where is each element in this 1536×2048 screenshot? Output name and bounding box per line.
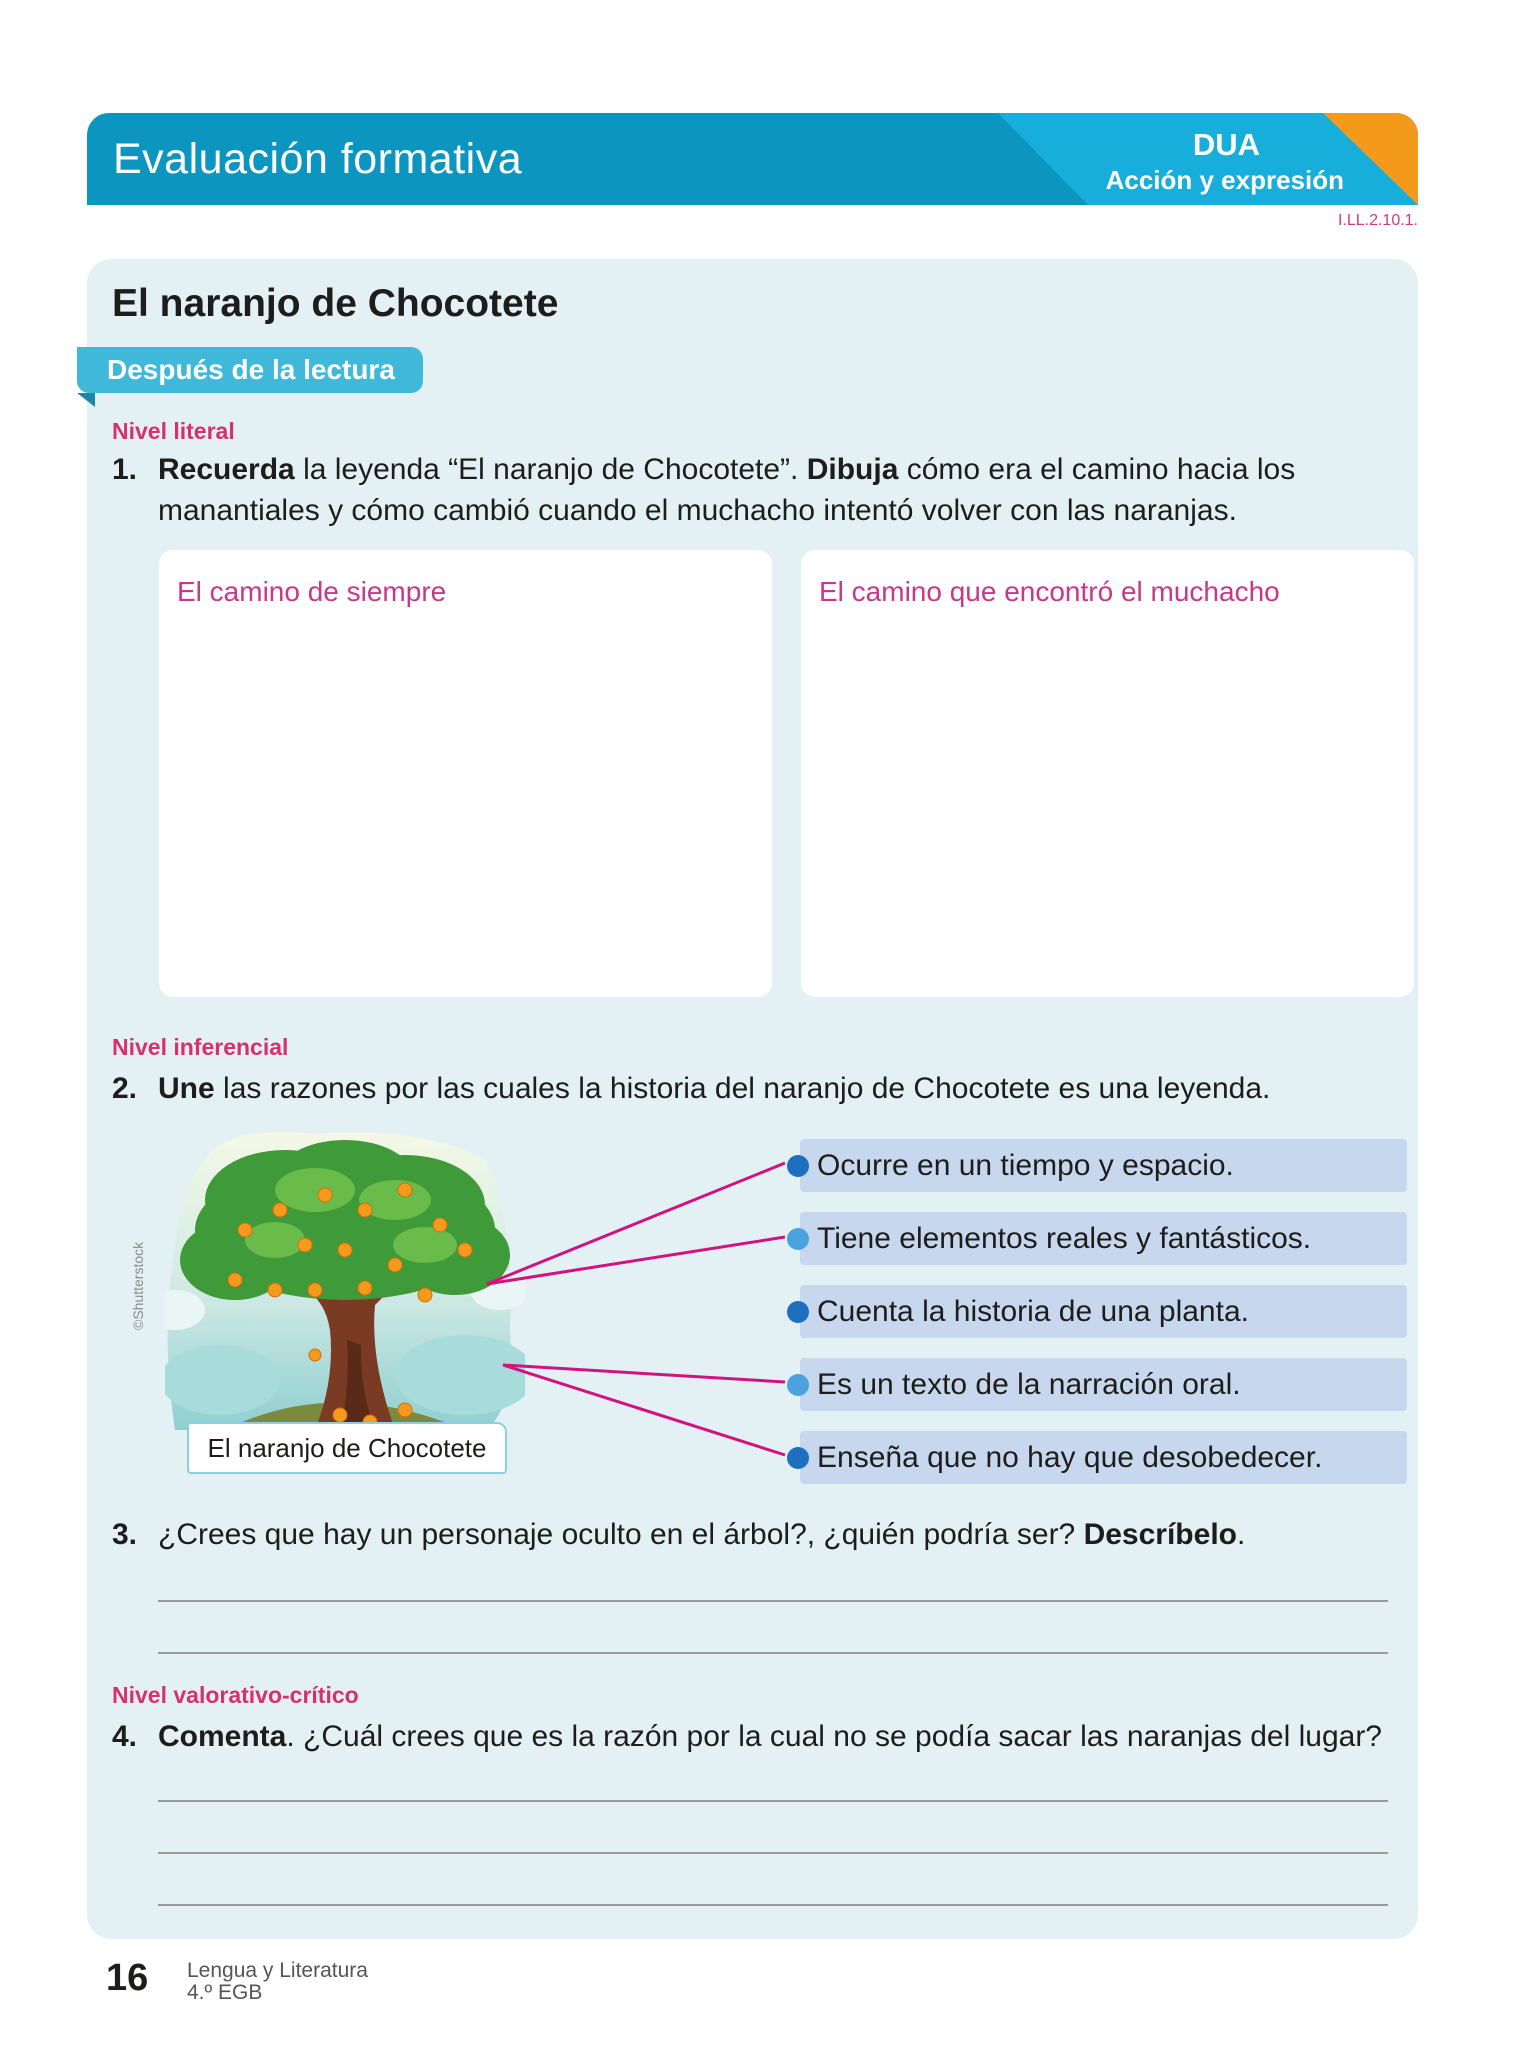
section-tag: Después de la lectura xyxy=(77,347,423,393)
question-text: . xyxy=(1236,1518,1246,1551)
subject-name: Lengua y Literatura xyxy=(187,1959,368,1982)
level-inferencial: Nivel inferencial xyxy=(112,1034,289,1060)
option-dot-1[interactable] xyxy=(787,1155,809,1177)
question-text: la leyenda “El naranjo de Chocotete”. xyxy=(294,453,807,486)
verb-dibuja: Dibuja xyxy=(806,453,899,486)
question-4 xyxy=(112,1716,1382,1757)
image-caption: El naranjo de Chocotete xyxy=(187,1422,507,1474)
option-5[interactable]: Enseña que no hay que desobedecer. xyxy=(800,1431,1407,1484)
option-1[interactable]: Ocurre en un tiempo y espacio. xyxy=(800,1139,1407,1192)
verb-comenta: Comenta xyxy=(158,1720,287,1753)
option-dot-5[interactable] xyxy=(787,1447,809,1469)
drawing-box-label: El camino que encontró el muchacho xyxy=(819,576,1280,607)
level-valorativo: Nivel valorativo-crítico xyxy=(112,1682,359,1708)
answer-line[interactable] xyxy=(158,1800,1388,1802)
question-text: . ¿Cuál crees que es la razón por la cual no se podía sacar las naranjas del lugar? xyxy=(286,1720,1382,1753)
section-tag-fold xyxy=(77,393,95,407)
header-banner xyxy=(87,113,1418,205)
option-2[interactable]: Tiene elementos reales y fantásticos. xyxy=(800,1212,1407,1265)
indicator-code: I.LL.2.10.1. xyxy=(1337,212,1418,229)
footer-subject xyxy=(187,1960,368,2004)
verb-describelo: Descríbelo xyxy=(1083,1518,1237,1551)
question-3 xyxy=(112,1514,1245,1555)
drawing-box-right[interactable] xyxy=(801,550,1414,997)
verb-recuerda: Recuerda xyxy=(158,453,295,486)
question-number: 4. xyxy=(112,1720,138,1753)
verb-une: Une xyxy=(158,1072,215,1105)
grade-level: 4.º EGB xyxy=(187,1981,263,2004)
dua-title: DUA xyxy=(1192,127,1260,162)
question-text: cómo era el camino hacia los xyxy=(898,453,1296,486)
answer-line[interactable] xyxy=(158,1904,1388,1906)
question-text: ¿Crees que hay un personaje oculto en el árbol?, ¿quién podría ser? xyxy=(158,1518,1084,1551)
answer-line[interactable] xyxy=(158,1600,1388,1602)
question-text-line-2: manantiales y cómo cambió cuando el muchacho intentó volver con las naranjas. xyxy=(158,494,1237,527)
activity-title: El naranjo de Chocotete xyxy=(112,282,559,325)
option-dot-3[interactable] xyxy=(787,1301,809,1323)
drawing-box-left[interactable] xyxy=(159,550,772,997)
question-2 xyxy=(112,1068,1270,1109)
question-text: las razones por las cuales la historia del naranjo de Chocotete es una leyenda. xyxy=(214,1072,1271,1105)
option-dot-2[interactable] xyxy=(787,1228,809,1250)
option-dot-4[interactable] xyxy=(787,1374,809,1396)
image-credit: ©Shutterstock xyxy=(130,1241,146,1330)
question-1 xyxy=(112,449,1407,531)
option-4[interactable]: Es un texto de la narración oral. xyxy=(800,1358,1407,1411)
question-number: 2. xyxy=(112,1072,138,1105)
level-literal: Nivel literal xyxy=(112,418,235,444)
drawing-box-label: El camino de siempre xyxy=(177,576,447,607)
page-title: Evaluación formativa xyxy=(113,135,523,183)
answer-line[interactable] xyxy=(158,1652,1388,1654)
page-number: 16 xyxy=(106,1957,149,1999)
option-3[interactable]: Cuenta la historia de una planta. xyxy=(800,1285,1407,1338)
question-number: 3. xyxy=(112,1518,138,1551)
dua-subtitle: Acción y expresión xyxy=(1105,165,1344,195)
question-number: 1. xyxy=(112,453,138,486)
answer-line[interactable] xyxy=(158,1852,1388,1854)
